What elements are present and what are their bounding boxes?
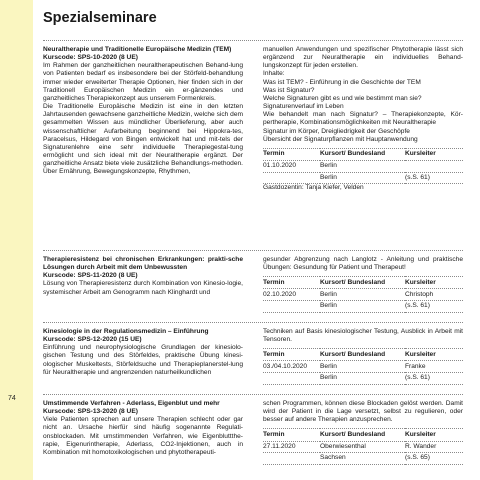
section-divider [43,322,463,323]
course-code: Kurscode: SPS-11-2020 (8 UE) [43,272,138,280]
guest-lecturer: Gastdozentin: Tanja Kiefer, Velden [263,184,364,192]
page-title: Spezialseminare [43,10,157,26]
section-divider [43,250,463,251]
course-title: Kinesiologie in der Regulationsmedizin – Einführung [43,328,209,335]
session-location: Berlin [320,301,405,313]
course-description-2: Die Traditionelle Europäische Medizin ist eine in den letzten Jahrtausenden gewachsene ganzheitliche Medizin, welche sich dem gesammelten Wissen aus mündlicher Überlieferung, aber auch wissenschaftlicher Aufarbeitung beginnend bei Hippokra-tes, Paracelsus, Hildegard von Bingen entwickelt hat und mit-tels der Signaturenlehre eine sehr individuelle Therapiegestal-tung ermöglicht und sich ideal mit der Neuraltherapie ergänzt. Der ganzheitliche Ansatz biete viele zusätzliche Behandlungs-methoden. Über Ernährung, Bewegungskonzepte, Rhythmen, [43,103,243,176]
course-code: Kurscode: SPS-13-2020 (8 UE) [43,408,138,416]
contents-item: Was ist Signatur? [263,86,315,94]
header-date: Termin [263,429,320,441]
session-lecturer: (s.S. 61) [405,301,463,313]
table-row [263,373,463,385]
left-column [43,328,243,385]
table-row [263,441,463,453]
session-lecturer: (s.S. 61) [405,373,463,385]
contents-item: Welche Signaturen gibt es und wie bestimmt man sie? [263,94,422,102]
right-column [263,256,463,313]
course-description-continued: Techniken auf Basis kinesiologischer Testung, Ausblick in Arbeit mit Tensoren. [263,328,463,344]
header-location: Kursort/ Bundesland [320,148,405,160]
course-description-continued: manuellen Anwendungen und spezifischer Phytotherapie lässt sich ergänzend zur Neuraltherapie ein individuelles Behand-lungskonzept für jeden erstellen. [263,46,463,70]
course-sps-13 [43,394,463,465]
header-lecturer: Kursleiter [405,277,463,289]
session-date [263,172,320,184]
right-column [263,400,463,465]
header-date: Termin [263,349,320,361]
contents-item: Übersicht der Signaturpflanzen mit Hauptanwendung [263,135,418,143]
session-lecturer: R. Wander [405,441,463,453]
sessions-table [263,428,463,464]
session-date [263,453,320,465]
page-number: 74 [8,395,16,402]
header-location: Kursort/ Bundesland [320,349,405,361]
session-date [263,373,320,385]
course-description: Einführung und neurophysiologische Grundlagen der kinesiolo-gischen Testung und des Störfeldes, praktische Übung kinesi-ologischer Muskeltests, Störfeldsuche und Therapieplanerstel-lung für Neuraltherapie und angrenzenden naturheilkundlichen [43,344,243,376]
contents-item: Signaturenverlauf im Leben [263,103,344,111]
contents-item: Signatur im Körper, Dreigliedrigkeit der Geschöpfe [263,127,410,135]
header-lecturer: Kursleiter [405,148,463,160]
contents-item: Was ist TEM? - Einführung in die Geschichte der TEM [263,78,421,86]
table-row [263,453,463,465]
course-sps-12 [43,322,463,385]
right-column [263,46,463,192]
session-date: 27.11.2020 [263,441,320,453]
course-title: Neuraltherapie und Traditionelle Europäische Medizin (TEM) [43,46,232,53]
course-title: Umstimmende Verfahren - Aderlass, Eigenblut und mehr [43,400,220,407]
session-date [263,301,320,313]
session-lecturer: Christoph [405,289,463,301]
course-title: Therapieresistenz bei chronischen Erkrankungen: prakti-sche Lösungen durch Arbeit mit dem Unbewussten [43,256,243,272]
table-row [263,161,463,173]
course-description-continued: schen Programmen, können diese Blockaden gelöst werden. Damit wird der Patient in die Lage versetzt, selbst zu regulieren, oder besser auf andere Therapien anzusprechen. [263,400,463,424]
header-date: Termin [263,277,320,289]
course-code: Kurscode: SPS-10-2020 (8 UE) [43,54,138,62]
right-column [263,328,463,385]
left-column [43,46,243,192]
session-lecturer: (s.S. 61) [405,172,463,184]
course-description-continued: gesunder Abgrenzung nach Langlotz - Anleitung und praktische Übungen: Gesundung für Patient und Therapeut! [263,256,463,272]
session-date: 01.10.2020 [263,161,320,173]
sessions-table [263,148,463,184]
session-lecturer: Franke [405,361,463,373]
session-location: Berlin [320,361,405,373]
header-lecturer: Kursleiter [405,429,463,441]
table-row [263,172,463,184]
left-column [43,256,243,313]
left-column [43,400,243,465]
course-description: Lösung von Therapieresistenz durch Kombination von Kinesio-logie, systemischer Arbeit am Genogramm nach Klinghardt und [43,280,243,296]
header-location: Kursort/ Bundesland [320,429,405,441]
table-row [263,361,463,373]
section-divider [43,40,463,41]
course-sps-11 [43,250,463,313]
session-location: Berlin [320,373,405,385]
course-sps-10 [43,40,463,192]
header-lecturer: Kursleiter [405,349,463,361]
session-location: Berlin [320,172,405,184]
session-lecturer [405,161,463,173]
session-lecturer: (s.S. 65) [405,453,463,465]
session-location: Sachsen [320,453,405,465]
session-location: Berlin [320,289,405,301]
contents-heading: Inhalte: [263,70,285,78]
sessions-table [263,348,463,384]
course-description: Im Rahmen der ganzheitlichen neuraltherapeutischen Behand-lung von Patienten bedarf es insbesondere bei der Störfeld-behandlung immer wieder erweiterter Therapie Optionen, hier finden sich in der Traditionell Europäischen Medizin ein er-gänzendes und ganzheitliches Therapiekonzept aus unserem Formenkreis. [43,62,243,102]
session-location: Oberwiesenthal [320,441,405,453]
course-code: Kurscode: SPS-12-2020 (15 UE) [43,336,142,344]
header-location: Kursort/ Bundesland [320,277,405,289]
table-row [263,289,463,301]
table-row [263,301,463,313]
session-location: Berlin [320,161,405,173]
session-date: 03./04.10.2020 [263,361,320,373]
session-date: 02.10.2020 [263,289,320,301]
section-divider [43,394,463,395]
contents-item: Wie behandelt man nach Signatur? – Therapiekonzepte, Kör-pertherapie, Kombinationsmöglichkeiten mit Neuraltherapie [263,111,463,127]
course-description: Viele Patienten sprechen auf unsere Therapien schlecht oder gar nicht an. Ursache hierfür sind häufig sogenannte Regulati-onsblockaden. Mit umstimmenden Verfahren, wie Eigenbluttthe-rapie, Eigenurintherapie, Aderlass, CO2-Injektionen, auch in Kombination mit homotoxikologischen und phytotherapeuti- [43,416,243,456]
page-sidebar [0,0,33,480]
sessions-table [263,276,463,312]
header-date: Termin [263,148,320,160]
